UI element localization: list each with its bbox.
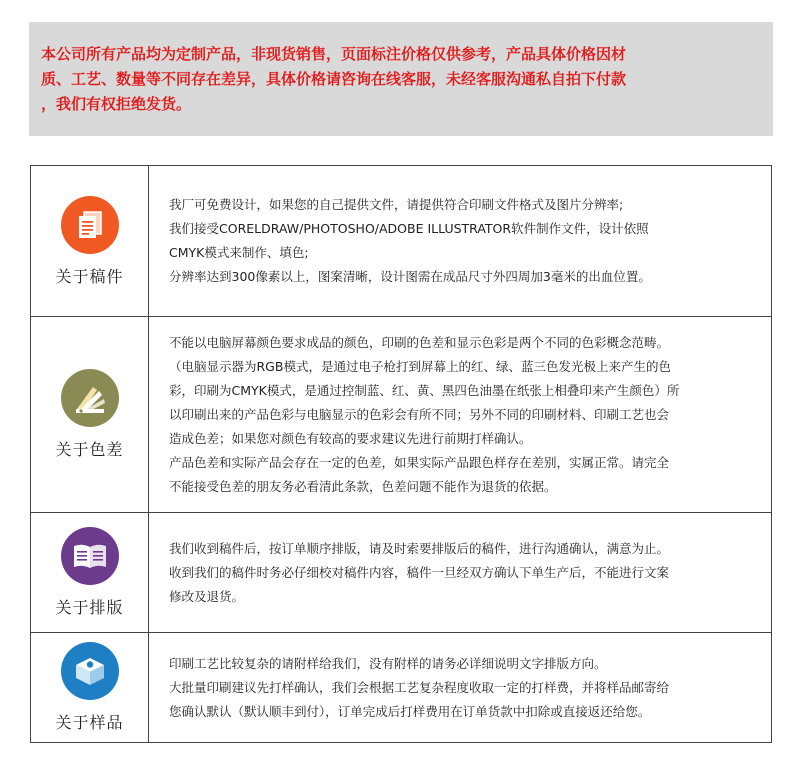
section-line: 我厂可免费设计，如果您的自己提供文件，请提供符合印刷文件格式及图片分辨率; — [169, 197, 624, 212]
section-line: 彩，印刷为CMYK模式，是通过控制蓝、红、黄、黑四色油墨在纸张上相叠印来产生颜色）所 — [169, 382, 680, 398]
section-label: 关于样品 — [55, 713, 124, 732]
document-icon — [61, 196, 119, 254]
section-body — [149, 633, 771, 742]
section-row-layout — [31, 512, 771, 632]
section-line: 分辨率达到300像素以上，图案清晰，设计图需在成品尺寸外四周加3毫米的出血位置。 — [169, 269, 651, 284]
section-row-sample — [31, 632, 771, 742]
notice-line: 质、工艺、数量等不同存在差异，具体价格请咨询在线客服，未经客服沟通私自拍下付款 — [41, 70, 627, 88]
section-header — [31, 513, 149, 632]
info-table — [30, 165, 772, 743]
section-line: 印刷工艺比较复杂的请附样给我们，没有附样的请务必详细说明文字排版方向。 — [169, 655, 607, 671]
section-body — [149, 513, 771, 632]
color-swatch-icon — [61, 369, 119, 427]
section-line: 我们收到稿件后，按订单顺序排版，请及时索要排版后的稿件，进行沟通确认，满意为止。 — [169, 540, 670, 556]
notice-line: 本公司所有产品均为定制产品，非现货销售，页面标注价格仅供参考，产品具体价格因材 — [41, 45, 627, 63]
section-line: 我们接受CORELDRAW/PHOTOSHO/ADOBE ILLUSTRATOR软件制作文件，设计依照 — [169, 221, 649, 236]
section-line: CMYK模式来制作、填色; — [169, 245, 309, 260]
sample-box-icon — [61, 642, 119, 700]
open-book-icon — [61, 527, 119, 585]
section-header — [31, 166, 149, 316]
section-header — [31, 317, 149, 512]
notice-line: ，我们有权拒绝发货。 — [41, 95, 192, 113]
section-line: 您确认默认（默认顺丰到付），订单完成后打样费用在订单货款中扣除或直接返还给您。 — [169, 703, 651, 719]
section-line: 产品色差和实际产品会存在一定的色差，如果实际产品跟色样存在差别，实属正常。请完全 — [169, 454, 670, 470]
section-label: 关于排版 — [55, 598, 124, 617]
section-body — [149, 317, 771, 512]
section-line: 造成色差；如果您对颜色有较高的要求建议先进行前期打样确认。 — [169, 430, 532, 446]
section-line: （电脑显示器为RGB模式，是通过电子枪打到屏幕上的红、绿、蓝三色发光极上来产生的色 — [169, 358, 671, 374]
section-line: 收到我们的稿件时务必仔细校对稿件内容，稿件一旦经双方确认下单生产后，不能进行文案 — [169, 564, 670, 580]
section-line: 修改及退货。 — [169, 588, 245, 604]
notice-banner — [29, 22, 773, 136]
section-header — [31, 633, 149, 742]
section-line: 不能以电脑屏幕颜色要求成品的颜色，印刷的色差和显示色彩是两个不同的色彩概念范畴。 — [169, 334, 670, 350]
section-label: 关于稿件 — [55, 266, 124, 286]
section-row-color-difference — [31, 316, 771, 512]
section-line: 以印刷出来的产品色彩与电脑显示的色彩会有所不同；另外不同的印刷材料、印刷工艺也会 — [169, 406, 670, 422]
section-line: 不能接受色差的朋友务必看清此条款，色差问题不能作为退货的依据。 — [169, 478, 557, 494]
section-line: 大批量印刷建议先打样确认，我们会根据工艺复杂程度收取一定的打样费，并将样品邮寄给 — [169, 679, 670, 695]
section-body — [149, 166, 771, 316]
section-row-manuscript — [31, 166, 771, 316]
section-label: 关于色差 — [55, 440, 124, 459]
